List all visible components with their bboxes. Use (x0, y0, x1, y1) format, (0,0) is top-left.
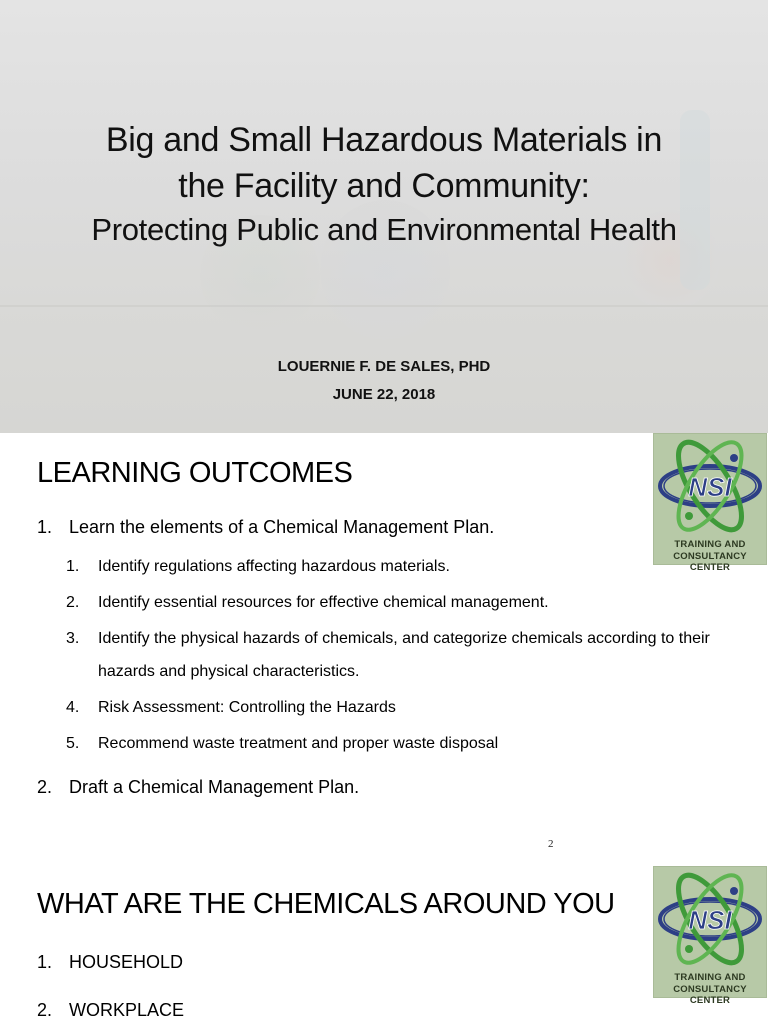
chemical-category-item (37, 1000, 184, 1021)
slide-heading: LEARNING OUTCOMES (37, 457, 353, 489)
atom-icon (656, 436, 764, 538)
title-line-1: Big and Small Hazardous Materials in (105, 121, 663, 159)
title-slide (0, 0, 768, 433)
list-number: 5. (66, 735, 80, 752)
sub-outcome-item (66, 622, 736, 688)
sub-outcome-text: Identify the physical hazards of chemicals, and categorize chemicals according to their hazards and physical characteristics. (98, 630, 710, 680)
logo-caption-line-1: TRAINING AND (674, 972, 746, 983)
outcome-text: Draft a Chemical Management Plan. (69, 777, 360, 797)
author-info (0, 353, 768, 409)
author-name: LOUERNIE F. DE SALES, PHD (277, 358, 491, 375)
chemicals-around-you-slide (0, 866, 768, 1024)
atom-icon (656, 869, 764, 971)
title-line-2: the Facility and Community: (178, 167, 590, 205)
list-number: 2. (66, 594, 80, 611)
logo-brand-text: NSI (688, 905, 732, 935)
list-number: 2. (37, 777, 53, 797)
list-number: 1. (37, 952, 53, 972)
sub-outcome-item (66, 691, 736, 724)
outcome-item (37, 517, 494, 538)
sub-outcome-text: Identify essential resources for effective chemical management. (98, 594, 549, 611)
list-number: 4. (66, 699, 80, 716)
outcome-item (37, 777, 359, 798)
sub-outcome-text: Identify regulations affecting hazardous materials. (98, 558, 450, 575)
presentation-subtitle: Protecting Public and Environmental Health (91, 212, 677, 247)
list-number: 2. (37, 1000, 53, 1020)
sub-outcome-item (66, 727, 736, 760)
category-text: HOUSEHOLD (69, 952, 184, 972)
learning-outcomes-slide (0, 433, 768, 866)
sub-outcome-text: Recommend waste treatment and proper waste disposal (98, 735, 499, 752)
slide-heading: WHAT ARE THE CHEMICALS AROUND YOU (37, 888, 615, 920)
logo-caption-line-2: CONSULTANCY CENTER (673, 984, 747, 1006)
logo-caption-line-2: CONSULTANCY CENTER (673, 551, 747, 573)
sub-outcome-item (66, 586, 736, 619)
presentation-date: JUNE 22, 2018 (332, 386, 436, 403)
sub-outcome-item (66, 550, 736, 583)
list-number: 1. (66, 558, 80, 575)
page-number: 2 (548, 838, 554, 850)
chemical-category-item (37, 952, 183, 973)
category-text: WORKPLACE (69, 1000, 185, 1020)
list-number: 3. (66, 630, 80, 647)
logo-brand-text: NSI (688, 472, 732, 502)
presentation-title (0, 117, 768, 251)
logo-caption-line-1: TRAINING AND (674, 539, 746, 550)
background-shelf-line (0, 305, 768, 307)
list-number: 1. (37, 517, 53, 537)
nsi-logo (653, 433, 767, 573)
nsi-logo (653, 866, 767, 1006)
sub-outcome-text: Risk Assessment: Controlling the Hazards (98, 699, 396, 716)
outcome-text: Learn the elements of a Chemical Management Plan. (69, 517, 495, 537)
